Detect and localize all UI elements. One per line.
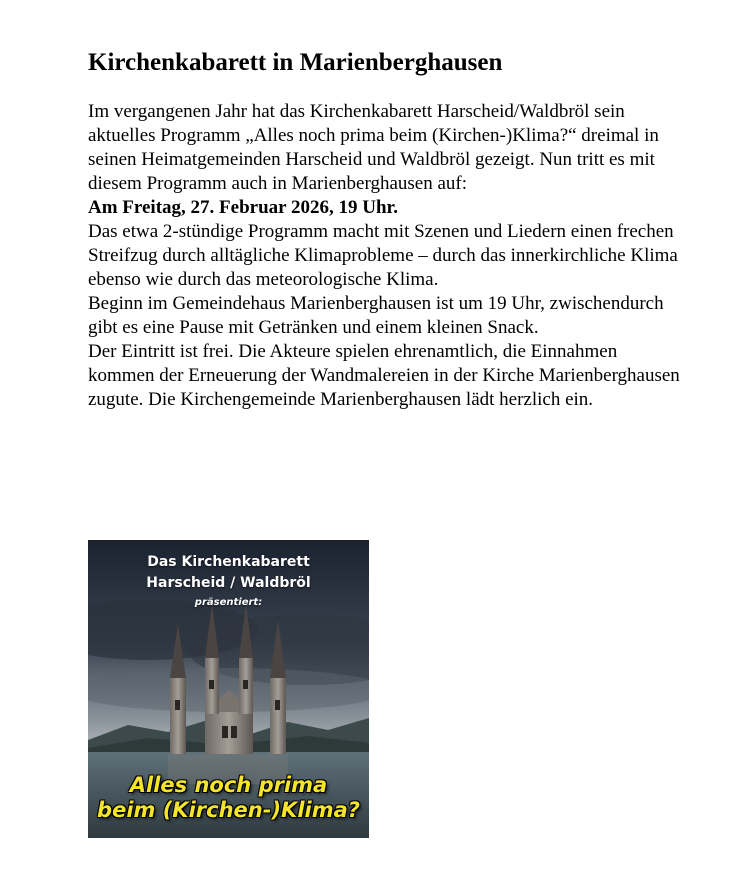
description-paragraph: Das etwa 2-stündige Programm macht mit Szenen und Liedern einen frechen Streifzug durch alltägliche Klimaprobleme – durch das innerkirchliche Klima ebenso wie durch das meteorologische Klima. (88, 221, 678, 290)
poster-title-line2: beim (Kirchen-)Klima? (97, 798, 360, 822)
admission-paragraph: Der Eintritt ist frei. Die Akteure spielen ehrenamtlich, die Einnahmen kommen der Erneuerung der Wandmalereien in der Kirche Marienberghausen zugute. Die Kirchengemeinde Marienberghausen lädt herzlich ein. (88, 341, 680, 410)
poster-presenter: Das Kirchenkabarett (147, 554, 310, 570)
article (88, 44, 688, 412)
event-poster (88, 540, 369, 838)
poster-presenter-location: Harscheid / Waldbröl (146, 575, 311, 591)
article-body (88, 100, 688, 412)
event-date: Am Freitag, 27. Februar 2026, 19 Uhr. (88, 197, 398, 218)
article-title: Kirchenkabarett in Marienberghausen (88, 49, 503, 76)
venue-paragraph: Beginn im Gemeindehaus Marienberghausen ist um 19 Uhr, zwischendurch gibt es eine Pause mit Getränken und einem kleinen Snack. (88, 293, 664, 338)
intro-paragraph: Im vergangenen Jahr hat das Kirchenkabarett Harscheid/Waldbröl sein aktuelles Programm „Alles noch prima beim (Kirchen-)Klima?“ dreimal in seinen Heimatgemeinden Harscheid und Waldbröl gezeigt. Nun tritt es mit diesem Programm auch in Marienberghausen auf: (88, 101, 659, 194)
poster-title-line1: Alles noch prima (129, 773, 328, 797)
poster-presents: präsentiert: (194, 597, 263, 608)
